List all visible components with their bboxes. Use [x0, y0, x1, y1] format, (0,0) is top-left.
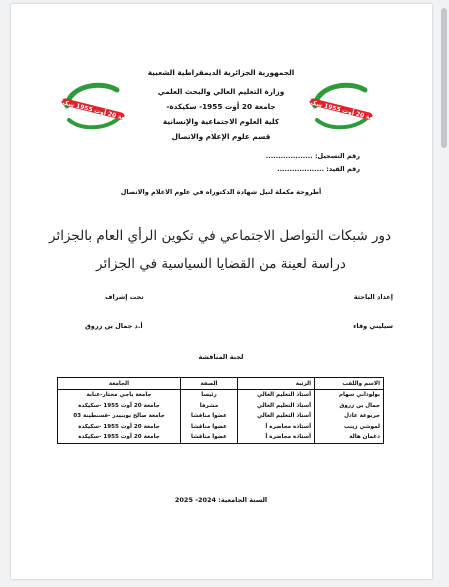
member-name: لموشي زينب: [315, 422, 384, 433]
table-row: [58, 411, 384, 422]
column-header-rank: الرتبة: [238, 378, 315, 390]
member-rank: أستاذة محاضرة أ: [238, 422, 315, 433]
member-role: عضوا مناقشا: [181, 422, 238, 433]
department-name: قسم علوم الإعلام والاتصال: [171, 132, 271, 141]
entry-number-value: ...................: [277, 165, 325, 173]
member-role: عضوا مناقشا: [181, 411, 238, 422]
table-header-row: [58, 378, 384, 390]
ministry-name: وزارة التعليم العالي والبحث العلمي: [157, 87, 285, 96]
university-name: جامعة 20 أوت 1955- سكيكدة-: [166, 102, 276, 111]
student-name: سيليني وفاء: [353, 322, 393, 330]
committee-title: لجنة المناقشة: [198, 353, 244, 361]
scrollbar-thumb[interactable]: [441, 8, 447, 148]
registration-number: [266, 152, 360, 160]
thesis-title-line2: دراسة لعينة من القضايا السياسية في الجزائر: [96, 256, 346, 272]
member-university: جامعة 20 أوت 1955 -سكيكدة: [58, 422, 181, 433]
prepared-by-label: إعداد الباحثة: [353, 293, 393, 301]
member-university: جامعة 20 أوت 1955 -سكيكدة: [58, 401, 181, 412]
faculty-name: كلية العلوم الاجتماعية والإنسانية: [162, 117, 280, 126]
supervisor-name: أ.د جمال بن زروق: [85, 322, 143, 330]
member-name: بولوداني سهام: [315, 390, 384, 401]
thesis-title-line1: دور شبكات التواصل الاجتماعي في تكوين الرأي العام بالجزائر: [49, 228, 391, 244]
republic-name: الجمهورية الجزائرية الديمقراطية الشعبية: [147, 68, 295, 77]
member-rank: أستاذ التعليم العالي: [238, 411, 315, 422]
registration-number-label: رقم التسجيل:: [314, 152, 360, 160]
member-rank: أستاذ التعليم العالي: [238, 401, 315, 412]
document-page: [11, 4, 432, 579]
column-header-name: الاسم واللقب: [315, 378, 384, 390]
member-role: رئيسا: [181, 390, 238, 401]
table-row: [58, 432, 384, 443]
member-name: دغمان هالة: [315, 432, 384, 443]
member-university: جامعة باجي مختار-عنابة: [58, 390, 181, 401]
member-name: جربوعة عادل: [315, 411, 384, 422]
member-role: عضوا مناقشا: [181, 432, 238, 443]
registration-number-value: ...................: [265, 152, 313, 160]
member-rank: أستاذة محاضرة أ: [238, 432, 315, 443]
logo-text-left: جامعة 20 أوت 1955 سكيكدة: [51, 96, 136, 125]
member-university: جامعة 20 أوت 1955 -سكيكدة: [58, 432, 181, 443]
column-header-university: الجامعة: [58, 378, 181, 390]
column-header-role: الصفة: [181, 378, 238, 390]
university-logo-right: [299, 76, 384, 136]
logo-text-right: جامعة 20 أوت 1955 سكيكدة: [299, 96, 384, 125]
supervisor-label: تحت إشراف: [105, 293, 144, 301]
member-university: جامعة صالح بوبنيدر -قسنطينة 03: [58, 411, 181, 422]
member-name: جمال بن زروق: [315, 401, 384, 412]
vertical-scrollbar[interactable]: [438, 0, 449, 587]
academic-year: السنة الجامعية: 2024- 2025: [174, 496, 268, 504]
table-row: [58, 390, 384, 401]
committee-table: [57, 377, 384, 444]
thesis-type: أطروحة مكملة لنيل شهادة الدكتوراه في علوم الاعلام والاتصال: [120, 188, 322, 196]
table-row: [58, 422, 384, 433]
university-logo-left: [51, 76, 136, 136]
table-row: [58, 401, 384, 412]
entry-number-label: رقم القيد:: [326, 165, 360, 173]
entry-number: [277, 165, 360, 173]
member-rank: أستاذ التعليم العالي: [238, 390, 315, 401]
member-role: مشرفا: [181, 401, 238, 412]
